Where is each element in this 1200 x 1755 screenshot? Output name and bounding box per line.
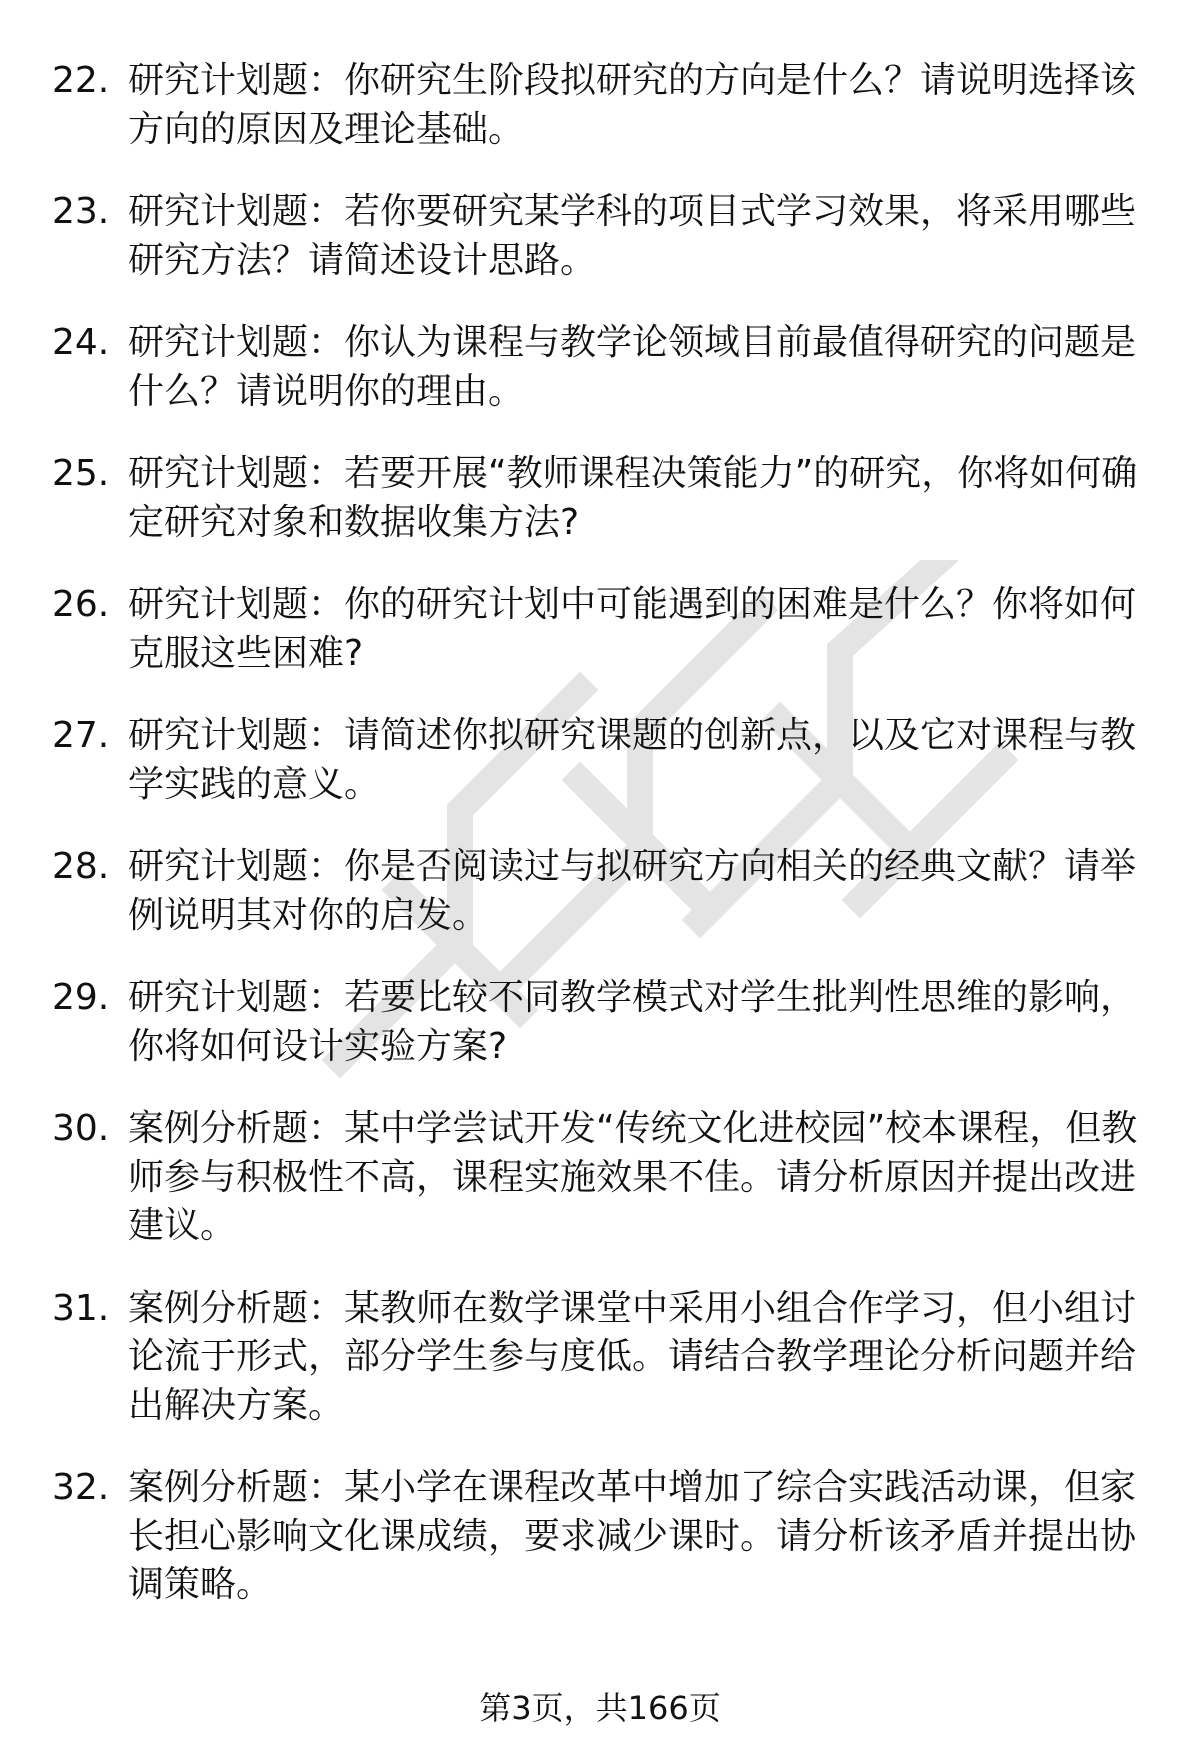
item-text: 研究计划题：若你要研究某学科的项目式学习效果，将采用哪些研究方法？请简述设计思路。: [128, 191, 1137, 281]
list-item: [52, 319, 1152, 416]
item-number: 25.: [52, 453, 110, 494]
item-text: 案例分析题：某中学尝试开发“传统文化进校园”校本课程，但教师参与积极性不高，课程实施效果不佳。请分析原因并提出改进建议。: [128, 1108, 1138, 1246]
list-item: [52, 1105, 1152, 1251]
item-text: 研究计划题：你是否阅读过与拟研究方向相关的经典文献？请举例说明其对你的启发。: [128, 846, 1137, 936]
item-number: 29.: [52, 977, 110, 1018]
item-number: 32.: [52, 1467, 110, 1508]
item-number: 31.: [52, 1287, 110, 1329]
item-number: 26.: [52, 584, 110, 625]
item-number: 23.: [52, 191, 110, 232]
list-item: [52, 712, 1152, 809]
list-item: [52, 581, 1152, 678]
list-item: [52, 1464, 1152, 1610]
item-text: 研究计划题：若要开展“教师课程决策能力”的研究，你将如何确定研究对象和数据收集方法?: [128, 453, 1138, 543]
item-number: 24.: [52, 322, 110, 363]
item-number: 28.: [52, 846, 110, 887]
item-text: 研究计划题：你认为课程与教学论领域目前最值得研究的问题是什么？请说明你的理由。: [128, 322, 1137, 412]
item-number: 27.: [52, 715, 110, 756]
item-text: 研究计划题：若要比较不同教学模式对学生批判性思维的影响，你将如何设计实验方案?: [128, 977, 1137, 1067]
item-text: 案例分析题：某小学在课程改革中增加了综合实践活动课，但家长担心影响文化课成绩，要求减少课时。请分析该矛盾并提出协调策略。: [128, 1467, 1137, 1605]
item-text: 案例分析题：某教师在数学课堂中采用小组合作学习，但小组讨论流于形式，部分学生参与度低。请结合教学理论分析问题并给出解决方案。: [128, 1287, 1137, 1426]
item-text: 研究计划题：你研究生阶段拟研究的方向是什么？请说明选择该方向的原因及理论基础。: [128, 60, 1137, 150]
page-footer: 第3页，共166页: [479, 1689, 721, 1727]
list-item: [52, 1285, 1152, 1431]
list-item: [52, 188, 1152, 285]
list-item: [52, 57, 1152, 154]
item-number: 30.: [52, 1108, 110, 1149]
list-item: [52, 843, 1152, 940]
item-text: 研究计划题：请简述你拟研究课题的创新点，以及它对课程与教学实践的意义。: [128, 715, 1137, 805]
item-text: 研究计划题：你的研究计划中可能遇到的困难是什么？你将如何克服这些困难?: [128, 584, 1137, 674]
item-number: 22.: [52, 60, 110, 101]
list-item: [52, 450, 1152, 547]
question-list: [52, 57, 1152, 1644]
list-item: [52, 974, 1152, 1071]
